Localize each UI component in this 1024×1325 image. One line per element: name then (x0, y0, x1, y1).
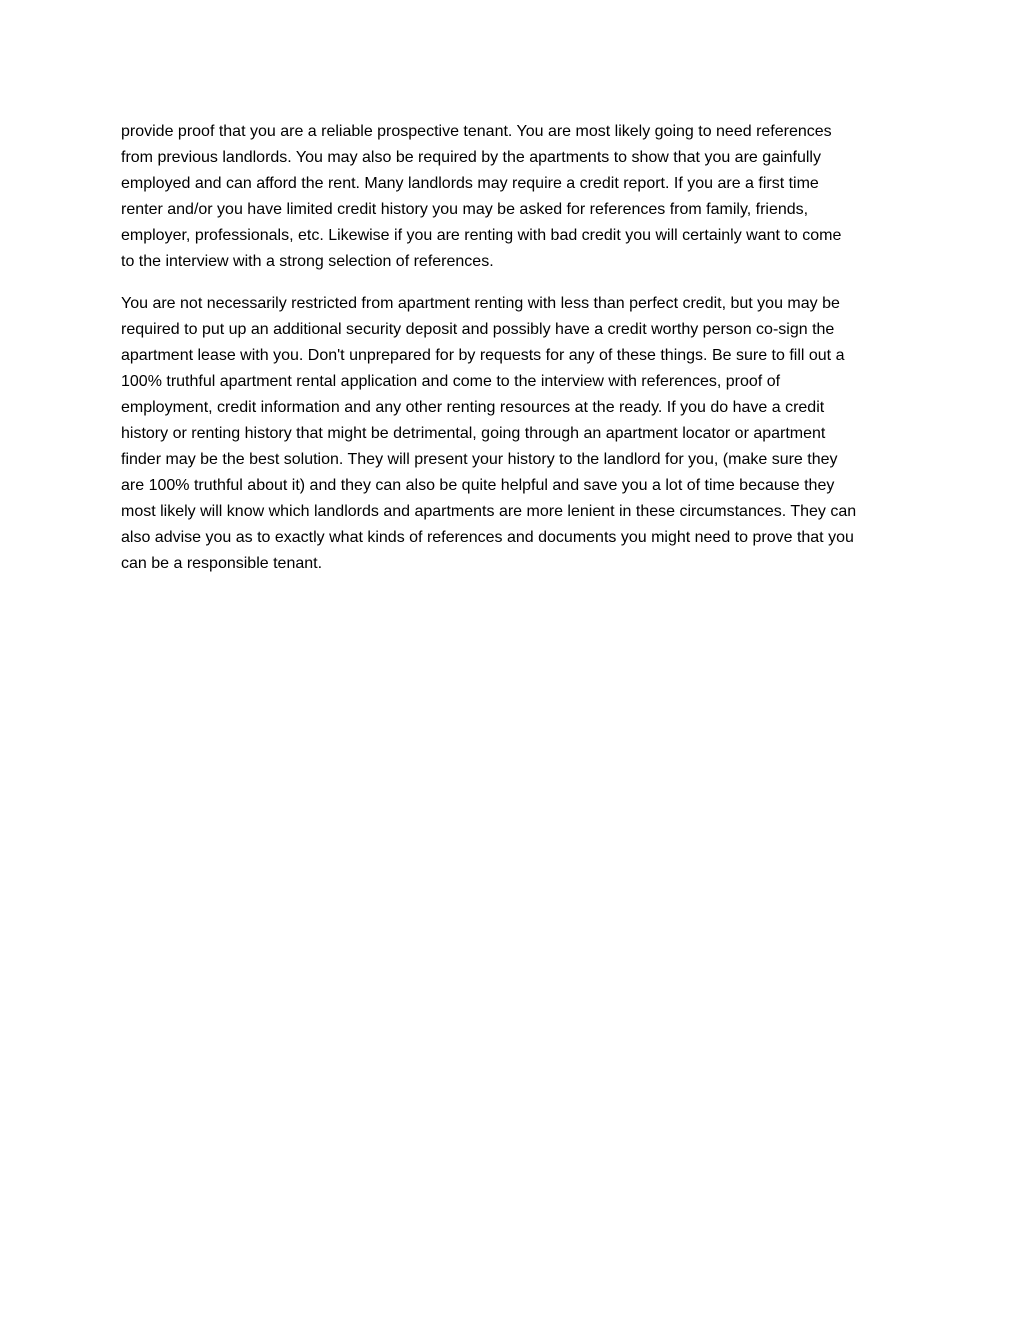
text-line: also advise you as to exactly what kinds of references and documents you might need to prove that you (121, 529, 854, 546)
text-line: employer, professionals, etc. Likewise if you are renting with bad credit you will certainly want to come (121, 227, 842, 244)
text-line: apartment lease with you. Don't unprepared for by requests for any of these things. Be sure to fill out a (121, 347, 845, 364)
text-line: 100% truthful apartment rental application and come to the interview with references, proof of (121, 373, 781, 390)
text-line: to the interview with a strong selection of references. (121, 253, 494, 270)
text-line: You are not necessarily restricted from apartment renting with less than perfect credit, but you may be (121, 295, 840, 312)
text-line: from previous landlords. You may also be required by the apartments to show that you are gainfully (121, 149, 821, 166)
text-line: can be a responsible tenant. (121, 555, 323, 572)
text-line: employed and can afford the rent. Many landlords may require a credit report. If you are a first time (121, 175, 819, 192)
text-line: most likely will know which landlords and apartments are more lenient in these circumstances. They can (121, 503, 857, 520)
text-line: employment, credit information and any other renting resources at the ready. If you do have a credit (121, 399, 825, 416)
document-body (121, 119, 907, 593)
text-line: finder may be the best solution. They will present your history to the landlord for you, (make sure they (121, 451, 838, 468)
paragraph-1 (121, 119, 907, 275)
text-line: renter and/or you have limited credit history you may be asked for references from family, friends, (121, 201, 809, 218)
text-line: provide proof that you are a reliable prospective tenant. You are most likely going to need references (121, 123, 832, 140)
text-line: required to put up an additional security deposit and possibly have a credit worthy person co-sign the (121, 321, 835, 338)
paragraph-2 (121, 291, 907, 577)
text-line: history or renting history that might be detrimental, going through an apartment locator or apartment (121, 425, 826, 442)
text-line: are 100% truthful about it) and they can also be quite helpful and save you a lot of time because they (121, 477, 835, 494)
